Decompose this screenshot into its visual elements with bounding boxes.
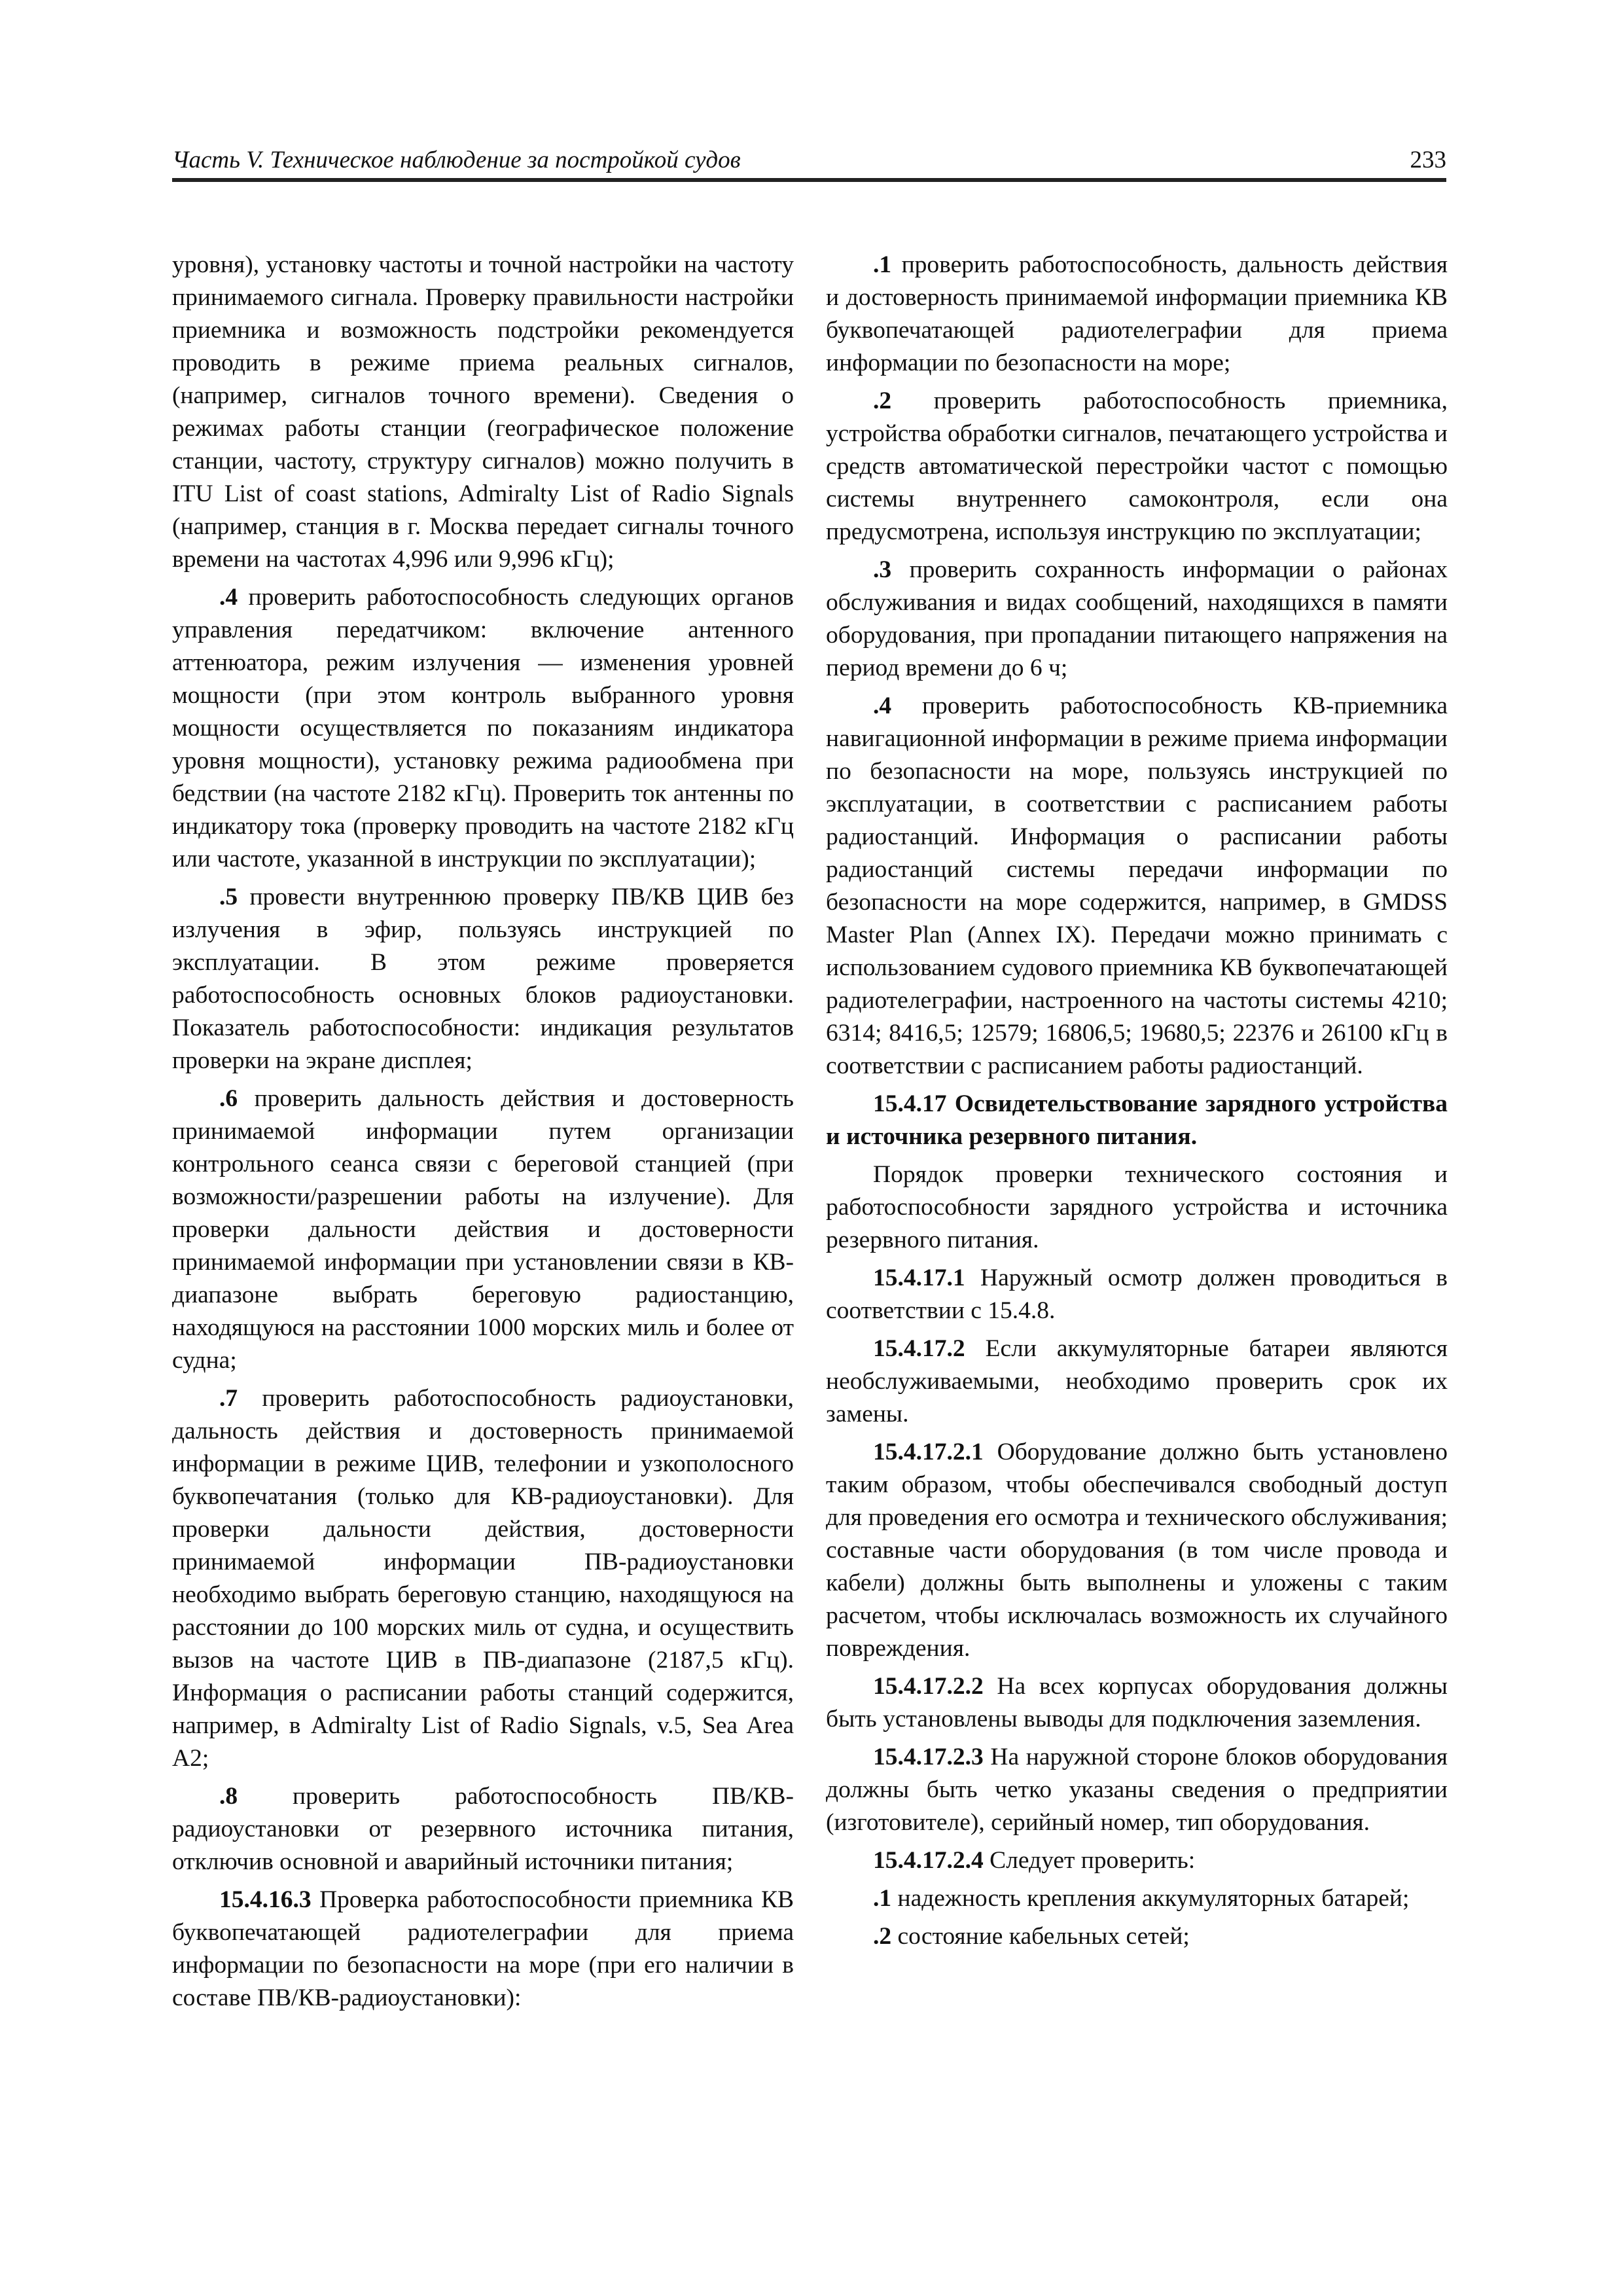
paragraph: .4 проверить работоспособность КВ-приемника навигационной информации в режиме приема информации по безопасности на море, пользуясь инструкцией по эксплуатации, в соответствии с расписанием работы радиостанций. Информация о расписании работы радиостанций системы передачи информации по безопасности на море содержится, например, в GMDSS Master Plan (Annex IX). Передачи можно принимать с использованием судового приемника КВ буквопечатающей радиотелеграфии, настроенного на частоты системы 4210; 6314; 8416,5; 12579; 16806,5; 19680,5; 22376 и 26100 кГц в соответствии с расписанием работы радиостанций.	[826, 692, 1448, 1079]
paragraph: 15.4.16.3 Проверка работоспособности приемника КВ буквопечатающей радиотелеграфии для приема информации по безопасности на море (при его наличии в составе ПВ/КВ-радиоустановки):	[172, 1886, 794, 2011]
paragraph: 15.4.17.1 Наружный осмотр должен проводиться в соответствии с 15.4.8.	[826, 1265, 1448, 1324]
paragraph: 15.4.17.2.3 На наружной стороне блоков оборудования должны быть четко указаны сведения о предприятии (изготовителе), серийный номер, тип оборудования.	[826, 1744, 1448, 1836]
paragraph: .7 проверить работоспособность радиоустановки, дальность действия и достоверность принимаемой информации в режиме ЦИВ, телефонии и узкополосного буквопечатания (только для КВ-радиоустановки). Для проверки дальности действия, достоверности принимаемой информации ПВ-радиоустановки необходимо выбрать береговую станцию, находящуюся на расстоянии до 100 морских миль от судна, и осуществить вызов на частоте ЦИВ в ПВ-диапазоне (2187,5 кГц). Информация о расписании работы станций содержится, например, в Admiralty List of Radio Signals, v.5, Sea Area A2;	[172, 1385, 794, 1772]
paragraph: уровня), установку частоты и точной настройки на частоту принимаемого сигнала. Проверку правильности настройки приемника и возможность подстройки рекомендуется проводить в режиме приема реальных сигналов, (например, сигналов точного времени). Сведения о режимах работы станции (географическое положение станции, частоту, структуру сигналов) можно получить в ITU List of coast stations, Admiralty List of Radio Signals (например, станция в г. Москва передает сигналы точного времени на частотах 4,996 или 9,996 кГц);	[172, 251, 794, 573]
running-title: Часть V. Техническое наблюдение за постройкой судов	[172, 147, 741, 173]
page-number: 233	[1410, 147, 1446, 173]
paragraph: .1 проверить работоспособность, дальность действия и достоверность принимаемой информации приемника КВ буквопечатающей радиотелеграфии для приема информации по безопасности на море;	[826, 251, 1448, 376]
section-heading: 15.4.17 Освидетельствование зарядного устройства и источника резервного питания.	[826, 1090, 1448, 1150]
paragraph: Порядок проверки технического состояния и работоспособности зарядного устройства и источника резервного питания.	[826, 1161, 1448, 1253]
paragraph: 15.4.17.2.4 Следует проверить:	[873, 1847, 1196, 1874]
paragraph: .8 проверить работоспособность ПВ/КВ-радиоустановки от резервного источника питания, отключив основной и аварийный источники питания;	[172, 1783, 794, 1875]
running-header	[172, 139, 1446, 182]
paragraph: 15.4.17.2 Если аккумуляторные батареи являются необслуживаемыми, необходимо проверить срок их замены.	[826, 1335, 1448, 1427]
paragraph: .5 провести внутреннюю проверку ПВ/КВ ЦИВ без излучения в эфир, пользуясь инструкцией по эксплуатации. В этом режиме проверяется работоспособность основных блоков радиоустановки. Показатель работоспособности: индикация результатов проверки на экране дисплея;	[172, 884, 794, 1074]
paragraph: 15.4.17.2.2 На всех корпусах оборудования должны быть установлены выводы для подключения заземления.	[826, 1673, 1448, 1732]
left-column	[172, 249, 794, 2020]
paragraph: 15.4.17.2.1 Оборудование должно быть установлено таким образом, чтобы обеспечивался свободный доступ для проведения его осмотра и технического обслуживания; составные части оборудования (в том числе провода и кабели) должны быть выполнены и уложены с таким расчетом, чтобы исключалась возможность их случайного повреждения.	[826, 1439, 1448, 1662]
paragraph: .6 проверить дальность действия и достоверность принимаемой информации путем организации контрольного сеанса связи с береговой станцией (при возможности/разрешении работы на излучение). Для проверки дальности действия и достоверности принимаемой информации при установлении связи в КВ-диапазоне выбрать береговую радиостанцию, находящуюся на расстоянии 1000 морских миль и более от судна;	[172, 1085, 794, 1374]
paragraph: .3 проверить сохранность информации о районах обслуживания и видах сообщений, находящихся в памяти оборудования, при пропадании питающего напряжения на период времени до 6 ч;	[826, 556, 1448, 681]
right-column	[826, 249, 1448, 1958]
paragraph: .2 проверить работоспособность приемника, устройства обработки сигналов, печатающего устройства и средств автоматической перестройки частот с помощью системы внутреннего самоконтроля, если она предусмотрена, используя инструкцию по эксплуатации;	[826, 387, 1448, 545]
list-item: .2 состояние кабельных сетей;	[873, 1923, 1190, 1950]
list-item: .1 надежность крепления аккумуляторных батарей;	[873, 1885, 1410, 1912]
paragraph: .4 проверить работоспособность следующих органов управления передатчиком: включение антенного аттенюатора, режим излучения — изменения уровней мощности (при этом контроль выбранного уровня мощности осуществляется по показаниям индикатора уровня мощности), установку режима радиообмена при бедствии (на частоте 2182 кГц). Проверить ток антенны по индикатору тока (проверку проводить на частоте 2182 кГц или частоте, указанной в инструкции по эксплуатации);	[172, 584, 794, 872]
